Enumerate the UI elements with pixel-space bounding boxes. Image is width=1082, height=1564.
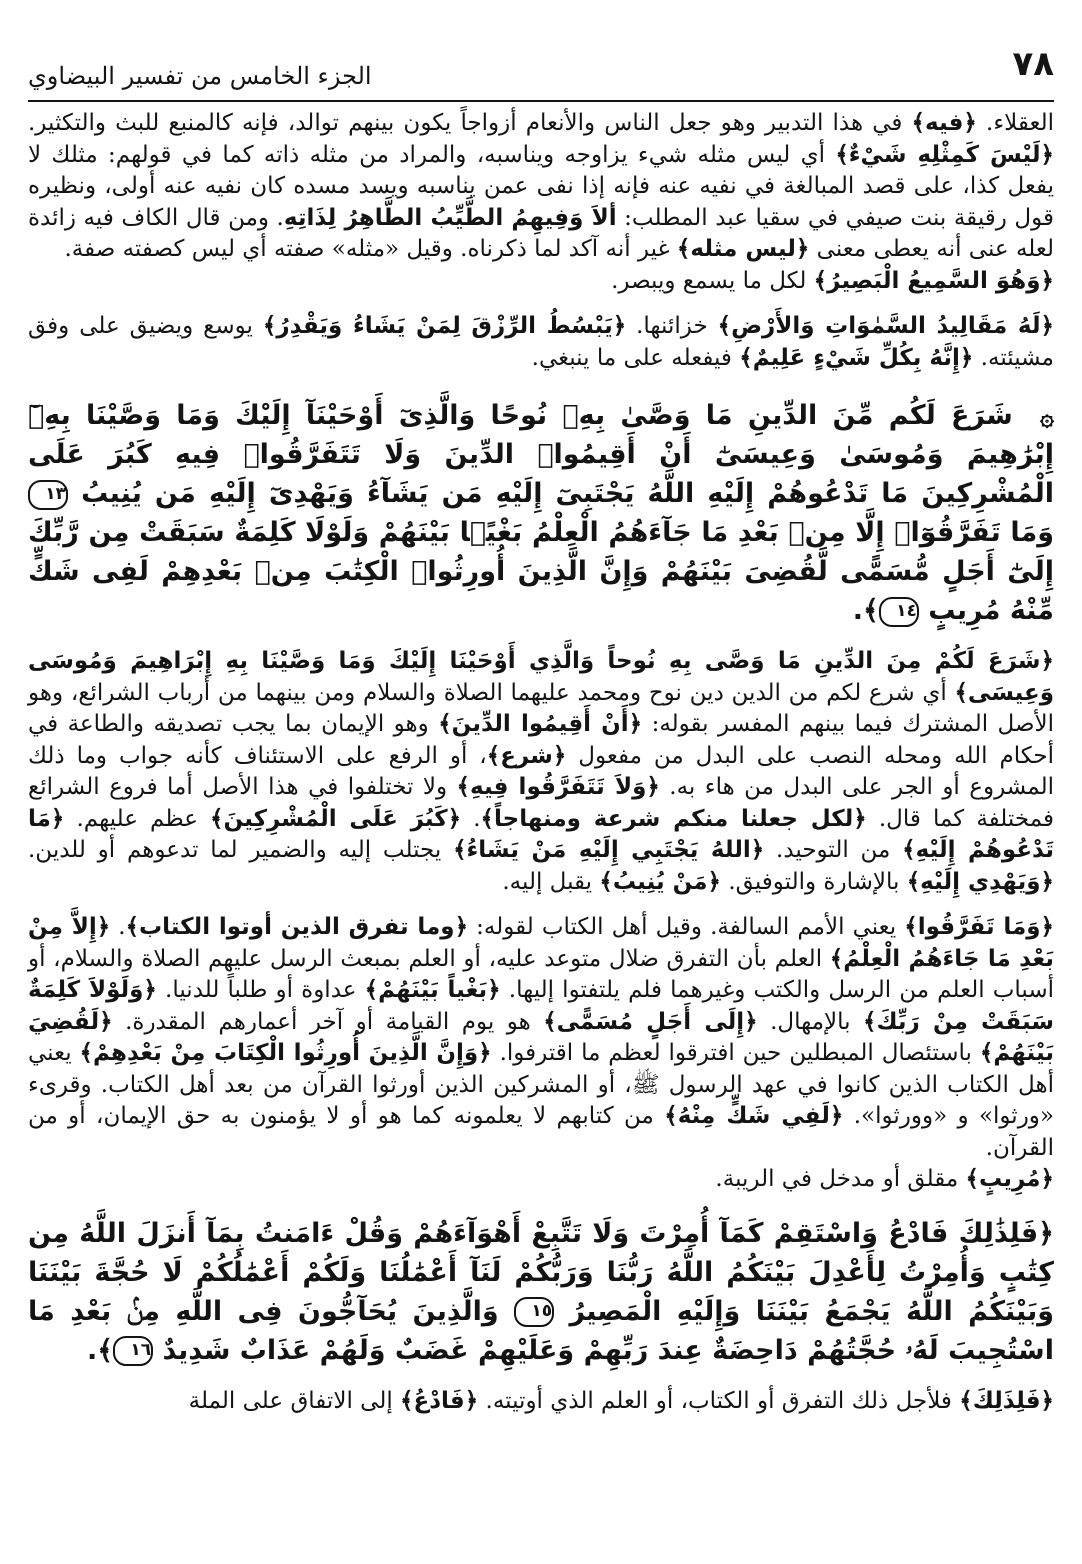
commentary-text: العقلاء. (976, 110, 1054, 136)
running-title: الجزء الخامس من تفسير البيضاوي (28, 62, 372, 90)
commentary-paragraph-4 (28, 912, 1054, 1196)
rub-hizb-icon: ۞ (1039, 402, 1054, 431)
commentary-text: غير أنه آكد لما ذكرناه. وقيل «مثله» صفته أي ليس كصفته صفة. (64, 236, 677, 262)
commentary-text: من كتابهم لا يعلمونه كما هو أو لا يؤمنون به حق الإيمان، أو من القرآن. (28, 1103, 1054, 1161)
quoted-verse: ﴿وما تفرق الذين أوتوا الكتاب﴾ (125, 914, 469, 940)
quoted-verse: ﴿شَرَعَ لَكُمْ مِنَ الدِّينِ مَا وَصَّى بِهِ نُوحاً وَالَّذِي أَوْحَيْنَا إِلَيْكَ وَمَا وَصَّيْنَا بِهِ إِبْرَاهِيمَ وَمُوسَى وَعِيسَى﴾ (28, 648, 1054, 706)
page-header (28, 40, 1054, 96)
quran-verse-16: وَالَّذِينَ يُحَآجُّونَ فِى اللَّهِ مِنۢ بَعْدِ مَا اسْتُجِيبَ لَهُۥ حُجَّتُهُمْ دَاحِضَةٌ عِندَ رَبِّهِمْ وَعَلَيْهِمْ غَضَبٌ وَلَهُمْ عَذَابٌ شَدِيدٌ (28, 1295, 1054, 1366)
ayah-number-marker: ١٥ (514, 1297, 554, 1327)
quoted-verse: ﴿فَلِذَلِكَ﴾ (959, 1387, 1054, 1414)
quoted-verse: ﴿ليس مثله﴾ (676, 236, 810, 262)
commentary-text: بالإمهال. (757, 1008, 864, 1035)
commentary-text: خزائنها. (626, 313, 718, 339)
quoted-verse: ﴿بَغْياً بَيْنَهُمْ﴾ (364, 977, 501, 1003)
commentary-paragraph-3 (28, 646, 1054, 898)
commentary-text: العلم بأن التفرق ضلال متوعد عليه، أو العلم بمبعث الرسل عليهم الصلاة والسلام، أو أسباب العلم من الرسل والكتب وغيرهما فلم يلتفتوا إليها. (28, 945, 1054, 1003)
header-rule (28, 100, 1054, 102)
quoted-verse: ﴿وَلاَ تَتَفَرَّقُوا فِيهِ﴾ (456, 774, 660, 800)
quoted-verse: ﴿لَقُضِيَ بَيْنَهُمْ﴾ (28, 1008, 1054, 1066)
commentary-text: يوسع ويضيق على وفق مشيئته. (28, 313, 1054, 371)
commentary-text: باستئصال المبطلين حين افترقوا لعظم ما اقترفوا. (491, 1040, 980, 1066)
quoted-poetry: ألاَ وَفِيهِمُ الطَّيِّبُ الطَّاهِرُ لِذَاتِهِ (283, 204, 617, 231)
commentary-text: لكل ما يسمع ويبصر. (611, 267, 814, 294)
quoted-verse: ﴿وَمَا تَفَرَّقُوا﴾ (904, 914, 1054, 940)
page-content (28, 108, 1054, 1417)
commentary-text: فلأجل ذلك التفرق أو الكتاب، أو العلم الذي أوتيته. (478, 1387, 960, 1414)
quoted-verse: ﴿اللهُ يَجْتَبِي إِلَيْهِ مَنْ يَشَاءُ﴾ (453, 837, 765, 863)
commentary-text: هو يوم القيامة أو آخر أعمارهم المقدرة. (112, 1008, 544, 1035)
quoted-verse: ﴿وَيَهْدِي إِلَيْهِ﴾ (906, 868, 1054, 895)
commentary-text: أي ليس مثله شيء يزاوجه ويناسبه، والمراد من مثله ذاته كما في قولهم: مثلك لا يفعل كذا، على قصد المبالغة في نفيه عنه فإنه إذا نفى عمن يناسبه ويسد مسده كان نفيه عنه أولى، ونظيره قول رقيقة بنت صيفي في سقيا عبد المطلب: (28, 141, 1054, 231)
quoted-verse: ﴿لَيْسَ كَمِثْلِهِ شَيْءٌ﴾ (835, 141, 1054, 168)
quoted-verse: ﴿مَا تَدْعُوهُمْ إِلَيْهِ﴾ (28, 805, 1054, 863)
commentary-paragraph-2 (28, 311, 1054, 374)
quoted-verse: ﴿فَادْعُ﴾ (400, 1387, 479, 1414)
quoted-verse: ﴿إِلاَّ مِنْ بَعْدِ مَا جَاءَهُمُ الْعِلْمُ﴾ (28, 914, 1055, 972)
quran-verse-13: شَرَعَ لَكُم مِّنَ الدِّينِ مَا وَصَّىٰ بِهِۦ نُوحًا وَالَّذِىٓ أَوْحَيْنَآ إِلَيْكَ وَمَا وَصَّيْنَا بِهِۦٓ إِبْرَٰهِيمَ وَمُوسَىٰ وَعِيسَىٰٓ أَنْ أَقِيمُوا۟ الدِّينَ وَلَا تَتَفَرَّقُوا۟ فِيهِ كَبُرَ عَلَى الْمُشْرِكِينَ مَا تَدْعُوهُمْ إِلَيْهِ اللَّهُ يَجْتَبِىٓ إِلَيْهِ مَن يَشَآءُ وَيَهْدِىٓ إِلَيْهِ مَن يُنِيبُ (28, 400, 1054, 509)
quoted-verse: ﴿كَبُرَ عَلَى الْمُشْرِكِينَ﴾ (210, 805, 462, 832)
commentary-text: ، أو الرفع على الاستئناف كأنه جواب وما ذلك المشروع أو الجر على البدل من هاء به. (28, 742, 1054, 800)
quoted-verse: ﴿وَهُوَ السَّمِيعُ الْبَصِيرُ﴾ (813, 267, 1054, 294)
commentary-text: يجتلب إليه والضمير لما تدعوهم أو للدين. (28, 837, 454, 863)
quoted-verse: ﴿لَفِي شَكٍّ مِنْهُ﴾ (664, 1103, 844, 1129)
quoted-verse: ﴿لَهُ مَقَالِيدُ السَّمٰوَاتِ وَالأَرْضِ﴾ (717, 313, 1054, 339)
commentary-paragraph-1 (28, 108, 1054, 297)
page-number: ٧٨ (1012, 44, 1054, 84)
closing-bracket: ﴾. (87, 1334, 114, 1366)
commentary-text: عظم عليهم. (64, 805, 211, 832)
commentary-text: يعني أهل الكتاب الذين كانوا في عهد الرسول ﷺ، أو المشركين الذين أورثوا القرآن من بعد أهل الكتاب. وقرىء «ورثوا» و «وورثوا». (28, 1040, 1054, 1129)
quoted-verse: ﴿وَلَوْلاَ كَلِمَةٌ سَبَقَتْ مِنْ رَبِّكَ﴾ (28, 977, 1054, 1035)
quoted-verse: ﴿مُرِيبٍ﴾ (965, 1166, 1054, 1192)
quoted-verse: ﴿أَنْ أَقِيمُوا الدِّينَ﴾ (438, 711, 643, 737)
quoted-verse: ﴿يَبْسُطُ الرِّزْقَ لِمَنْ يَشَاءُ وَيَقْدِرُ﴾ (262, 313, 627, 339)
commentary-text: في هذا التدبير وهو جعل الناس والأنعام أزواجاً يكون بينهم توالد، فإنه كالمنبع للبث والتكثير. (28, 110, 912, 136)
ayah-number-marker: ١٣ (28, 480, 68, 510)
quoted-verse: ﴿فيه﴾ (911, 110, 977, 136)
quoted-verse: ﴿إِلَى أَجَلٍ مُسَمًّى﴾ (543, 1008, 758, 1035)
commentary-paragraph-5 (28, 1386, 1054, 1418)
commentary-text: ولا تختلفوا في هذا الأصل أما فروع الشرائع فمختلفة كما قال. (28, 774, 1054, 832)
commentary-text: إلى الاتفاق على الملة (188, 1387, 401, 1414)
commentary-text: . ومن قال الكاف فيه زائدة لعله عنى أنه يعطى معنى (28, 204, 1054, 262)
closing-bracket: ﴾. (852, 595, 879, 626)
quoted-verse: ﴿شرع﴾ (486, 742, 567, 769)
quoted-verse: ﴿لكل جعلنا منكم شرعة ومنهاجاً﴾ (480, 805, 867, 832)
commentary-text: بالإشارة والتوفيق. (721, 868, 907, 895)
quoted-verse: ﴿إِنَّهُ بِكُلِّ شَيْءٍ عَلِيمٌ﴾ (739, 344, 974, 371)
quran-verse-15: ﴿فَلِذَٰلِكَ فَادْعُ وَاسْتَقِمْ كَمَآ أُمِرْتَ وَلَا تَتَّبِعْ أَهْوَآءَهُمْ وَقُلْ ءَامَنتُ بِمَآ أَنزَلَ اللَّهُ مِن كِتَٰبٍ وَأُمِرْتُ لِأَعْدِلَ بَيْنَكُمُ اللَّهُ رَبُّنَا وَرَبُّكُمْ لَنَآ أَعْمَٰلُنَا وَلَكُمْ أَعْمَٰلُكُمْ لَا حُجَّةَ بَيْنَنَا وَبَيْنَكُمُ اللَّهُ يَجْمَعُ بَيْنَنَا وَإِلَيْهِ الْمَصِيرُ (28, 1217, 1054, 1327)
commentary-text: مقلق أو مدخل في الريبة. (715, 1166, 966, 1192)
commentary-text: . (110, 914, 126, 940)
commentary-text: وهو الإيمان بما يجب تصديقه والطاعة في أحكام الله ومحله النصب على البدل من مفعول (28, 711, 1055, 769)
commentary-text: . (461, 805, 481, 832)
ayah-number-marker: ١٦ (113, 1336, 153, 1366)
quoted-verse: ﴿وَإِنَّ الَّذِينَ أُورِثُوا الْكِتَابَ مِنْ بَعْدِهِمْ﴾ (79, 1040, 492, 1066)
commentary-text: يقبل إليه. (502, 868, 600, 895)
commentary-text: عداوة أو طلباً للدنيا. (156, 977, 365, 1003)
commentary-text: أي شرع لكم من الدين دين نوح ومحمد عليهما الصلاة والسلام ومن بينهما من أرباب الشرائع، وهو الأصل المشترك فيما بينهم المفسر بقوله: (28, 679, 1054, 737)
ayah-number-marker: ١٤ (879, 597, 919, 627)
commentary-text: من التوحيد. (764, 837, 903, 863)
quran-verse-14: وَمَا تَفَرَّقُوٓا۟ إِلَّا مِنۢ بَعْدِ مَا جَآءَهُمُ الْعِلْمُ بَغْيًۢا بَيْنَهُمْ وَلَوْلَا كَلِمَةٌ سَبَقَتْ مِن رَّبِّكَ إِلَىٰٓ أَجَلٍ مُّسَمًّى لَّقُضِىَ بَيْنَهُمْ وَإِنَّ الَّذِينَ أُورِثُوا۟ الْكِتَٰبَ مِنۢ بَعْدِهِمْ لَفِى شَكٍّ مِّنْهُ مُرِيبٍ (28, 517, 1054, 626)
commentary-text: فيفعله على ما ينبغي. (531, 344, 740, 371)
book-page (28, 40, 1054, 1540)
quoted-verse: ﴿مَنْ يُنِيبُ﴾ (599, 868, 722, 895)
commentary-text: يعني الأمم السالفة. وقيل أهل الكتاب لقوله: (468, 914, 905, 940)
quran-block-2 (28, 1214, 1054, 1370)
quran-block-1 (28, 396, 1054, 630)
